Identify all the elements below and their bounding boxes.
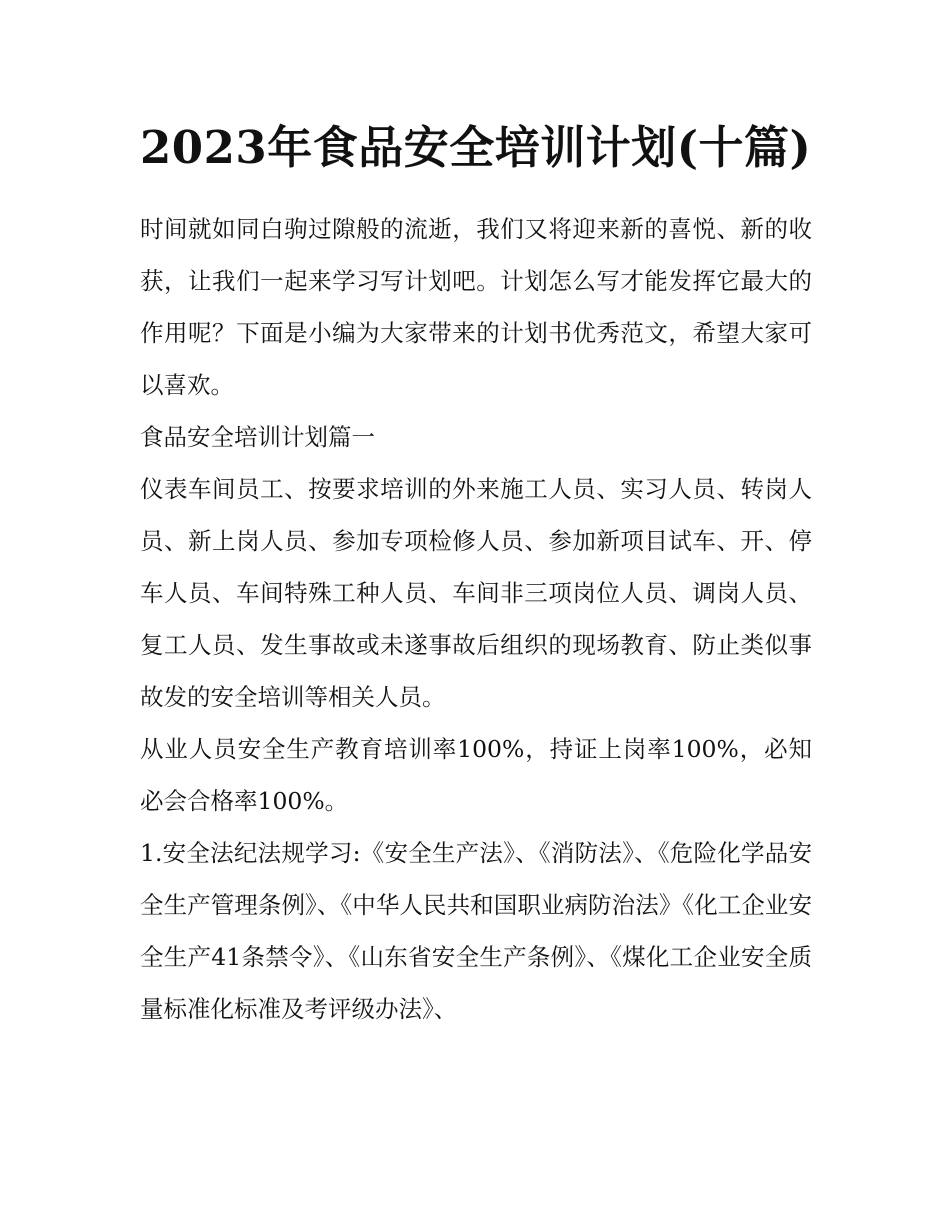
document-title: 2023年食品安全培训计划(十篇) [140, 121, 812, 174]
section-heading: 食品安全培训计划篇一 [140, 423, 375, 451]
trainees-paragraph: 仪表车间员工、按要求培训的外来施工人员、实习人员、转岗人员、新上岗人员、参加专项检修人员、参加新项目试车、开、停车人员、车间特殊工种人员、车间非三项岗位人员、调岗人员、复工人员、发生事故或未遂事故后组织的现场教育、防止类似事故发的安全培训等相关人员。 [140, 475, 812, 711]
document-body [140, 115, 812, 1035]
targets-paragraph: 从业人员安全生产教育培训率100%，持证上岗率100%，必知必会合格率100%。 [140, 735, 812, 815]
intro-paragraph: 时间就如同白驹过隙般的流逝，我们又将迎来新的喜悦、新的收获，让我们一起来学习写计划吧。计划怎么写才能发挥它最大的作用呢？下面是小编为大家带来的计划书优秀范文，希望大家可以喜欢。 [140, 215, 812, 399]
laws-paragraph: 1.安全法纪法规学习:《安全生产法》、《消防法》、《危险化学品安全生产管理条例》、《中华人民共和国职业病防治法》《化工企业安全生产41条禁令》、《山东省安全生产条例》、《煤化工企业安全质量标准化标准及考评级办法》、 [140, 839, 812, 1023]
